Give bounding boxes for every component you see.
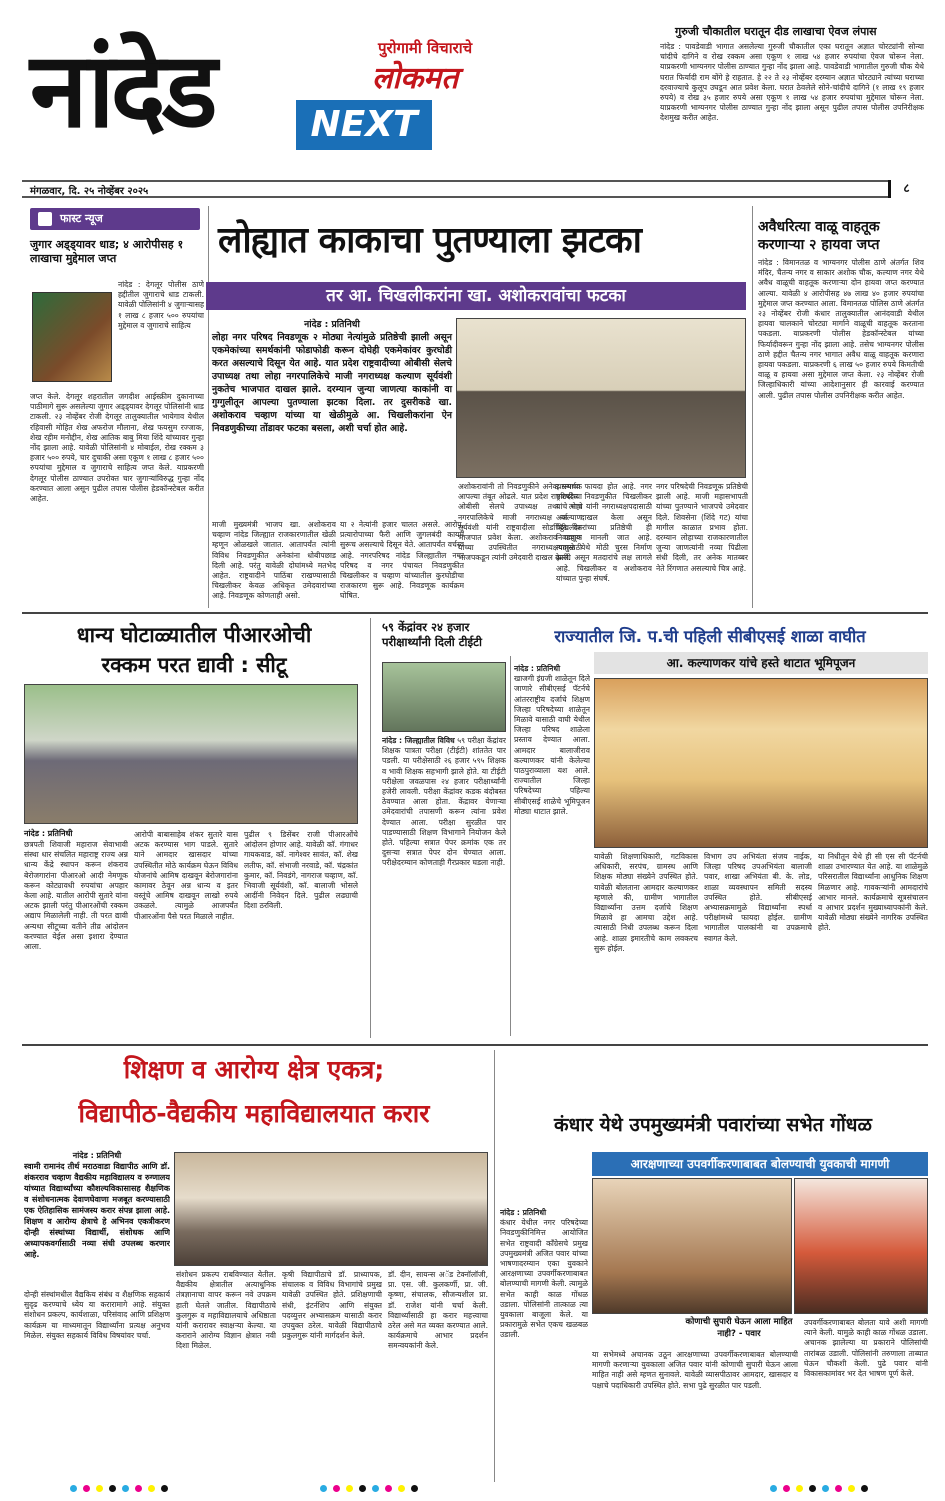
lead-col-2: या २ नेत्यांनी हजार चालत असले. आरोप, प्रत्यारोपाच्या फैरी आणि जुगलबंदी कायम सुरूच असल्याचे दिसून येते. आतापर्यंत वर्चस्व आहे. नगरपरिषद नांदेड जिल्ह्यातील नगर परिषद व नगर पंचायत निवडणुकीत चिखलीकर व चव्हाण यांच्यातील कुरघोडीचा राजकारण सुरू आहे. निवडणूक कार्यक्रम घोषित. [340, 520, 464, 601]
print-registration-marks-right [770, 1485, 868, 1492]
cbse-col-4: या निधीतून येथे ही सी एस सी पॅटर्नची शाळा उभारण्यात येत आहे. या शाळेमुळे परिसरातील विद्यार्थ्यांना आधुनिक शिक्षण मिळणार आहे. गावकऱ्यांनी आमदारांचे आभार मानले. कार्यक्रमाचे सूत्रसंचालन व आभार प्रदर्शन मुख्याध्यापकांनी केले. यावेळी मोठ्या संख्येने नागरिक उपस्थित होते. [818, 852, 928, 933]
lead-photo [456, 318, 746, 478]
page-number: ८ [888, 180, 922, 198]
lead-col-3: अशोकरावांनी तो निवडणुकीने अनेक समर्थक आपल्या तंबूत ओढले. यात प्रदेश राष्ट्रवादीच्या ओबीसी सेलचे उपाध्यक्ष तथा लोहा नगरपालिकेचे माजी नगराध्यक्ष कल्याण सूर्यवंशी यांनी राष्ट्रवादीला सोडचिठ्ठी देत भाजपात प्रवेश केला. अशोकराव चव्हाण यांच्या उपस्थितीत नगराध्यक्षपदासाठी भाजपकडून त्यांनी उमेदवारी दाखल केली. [458, 482, 582, 563]
paddy-photo [24, 684, 358, 824]
masthead-next-logo: NEXT [296, 100, 432, 150]
edu-col-3: कृषी विद्यापीठाचे डॉ. प्राध्यापक, संचालक व विविध विभागांचे प्रमुख यावेळी उपस्थित होते. प्रशिक्षणाची संधी, इंटर्नशिप आणि संयुक्त पदव्युत्तर अभ्यासक्रम यासाठी करार उपयुक्त ठरेल. यावेळी विद्यापीठाचे प्रकुलगुरू यांनी मार्गदर्शन केले. [282, 1270, 382, 1341]
edu-dateline: नांदेड : प्रतिनिधी [72, 1151, 122, 1160]
cbse-col-2: यावेळी शिक्षणाधिकारी, गटविकास अधिकारी, सरपंच, ग्रामस्थ आणि शिक्षक मोठ्या संख्येने उपस्थित होते. यावेळी बोलताना आमदार कल्याणकर म्हणाले की, ग्रामीण भागातील विद्यार्थ्यांना उत्तम दर्जाचे शिक्षण मिळावे हा आमचा उद्देश आहे. त्यासाठी निधी उपलब्ध करून दिला आहे. शाळा इमारतीचे काम लवकरच सुरू होईल. [594, 852, 698, 953]
kandhar-col-1-text: कंधार येथील नगर परिषदेच्या निवडणुकीनिमित्त आयोजित सभेत राष्ट्रवादी काँग्रेसचे प्रमुख उपमुख्यमंत्री अजित पवार यांच्या भाषणादरम्यान एका युवकाने आरक्षणाच्या उपवर्गीकरणाबाबत बोलण्याची मागणी केली. त्यामुळे सभेत काही काळ गोंधळ उडाला. पोलिसांनी तात्काळ त्या युवकाला बाजूला केले. या प्रकारामुळे सभेत एकच खळबळ उडाली. [500, 1218, 588, 1340]
fast-news-badge [30, 208, 200, 230]
edu-col-2: संशोधन प्रकल्प राबविण्यात येतील. वैद्यकीय क्षेत्रातील अत्याधुनिक तंत्रज्ञानाचा वापर करून नवे उपक्रम हाती घेतले जातील. विद्यापीठाचे कुलगुरू व महाविद्यालयाचे अधिष्ठाता यांनी करारावर स्वाक्षऱ्या केल्या. या कराराने आरोग्य विज्ञान क्षेत्रात नवी दिशा मिळेल. [176, 1270, 276, 1351]
fast-news-body: जप्त केले. देगलूर शहरातील जगदीश आईस्क्रीम दुकानाच्या पाठीमागे सुरू असलेल्या जुगार अड्ड्यावर देगलूर पोलिसांनी धाड टाकली. २३ नोव्हेंबर रोजी देगलूर तालुक्यातील भायेगाव येथील रहिवासी मोहित शेख अफरोज मौलाना, शेख फयसुम रज्जाक, शेख रहीम मनोद्दीन, शेख आतिक बाबु मिया शिंदे यांच्यावर गुन्हा नोंद झाला आहे. यावेळी पोलिसांनी ४ मोबाईल, रोख रक्कम ३ हजार ५०० रुपये, चार दुचाकी असा एकूण १ लाख ८ हजार ५०० रुपयांचा मुद्देमाल व जुगाराचे साहित्य जप्त केले. याप्रकरणी देगलूर पोलीस ठाण्यात उपरोक्त चार जुगाऱ्यांविरुद्ध गुन्हा नोंद करण्यात आला असून पुढील तपास पोलीस हेडकॉन्स्टेबल करीत आहेत. [30, 392, 204, 504]
cbse-subheadline: आ. कल्याणकर यांचे हस्ते थाटात भूमिपूजन [594, 652, 928, 674]
edu-col-1: दोन्ही संस्थांमधील वैद्यकिय संबंध व शैक्षणिक सहकार्य सुदृढ करण्याचे ध्येय या करारामागे आहे. संयुक्त संशोधन प्रकल्प, कार्यशाळा, परिसंवाद आणि प्रशिक्षण कार्यक्रम या माध्यमातून विद्यार्थ्यांना प्रत्यक्ष अनुभव मिळेल. संयुक्त सहकार्य विविध विषयांवर चर्चा. [24, 1290, 170, 1340]
kandhar-headline: कंधार येथे उपमुख्यमंत्री पवारांच्या सभेत गोंधळ [554, 1114, 872, 1136]
lead-col-1: माजी मुख्यमंत्री भाजप खा. अशोकराव चव्हाण नांदेड जिल्ह्यात राजकारणातील खेळी म्हणून ओळखले जातात. आतापर्यंत त्यांनी विविध निवडणुकीत अनेकांना धोबीपछाड दिली आहे. परंतु यावेळी दोघांमध्ये मतभेद आहेत. राष्ट्रवादीने पाठिंबा राखण्यासाठी चिखलीकर केवळ अधिकृत उमेदवारांच्या आहे. निवडणूक कोणताही असो. [212, 520, 336, 601]
masthead-tagline: पुरोगामी विचाराचे [378, 39, 473, 57]
cbse-col-1 [514, 664, 590, 1036]
tet-headline: ५९ केंद्रांवर २४ हजार परीक्षार्थ्यांनी दिली टीईटी [382, 620, 482, 649]
tet-body-text: ५९ परीक्षा केंद्रांवर शिक्षक पात्रता परीक्षा (टीईटी) शांततेत पार पडली. या परीक्षेसाठी २६ हजार ५९५ शिक्षक व भावी शिक्षक सहभागी झाले होते. या टीईटी परीक्षेला जवळपास २४ हजार परीक्षार्थ्यांनी हजेरी लावली. परीक्षा केंद्रांवर कडक बंदोबस्त ठेवण्यात आला होता. केंद्रावर येणाऱ्या उमेदवारांची तपासणी करून त्यांना प्रवेश देण्यात आला. परीक्षा सुरळीत पार पाडण्यासाठी शिक्षण विभागाने नियोजन केले होते. पहिल्या सत्रात पेपर क्रमांक एक तर दुसऱ्या सत्रात पेपर दोन घेण्यात आला. परीक्षेदरम्यान कोणताही गैरप्रकार घडला नाही. [382, 736, 506, 868]
kandhar-dateline: नांदेड : प्रतिनिधी [500, 1208, 547, 1217]
edu-headline-line-1: शिक्षण व आरोग्य क्षेत्र एकत्र; [123, 1055, 385, 1084]
edu-headline-line-2: विद्यापीठ-वैद्यकीय महाविद्यालयात करार [78, 1099, 430, 1128]
edition-date: मंगळवार, दि. २५ नोव्हेंबर २०२५ [30, 186, 149, 197]
kandhar-photo-speaker [794, 1178, 928, 1314]
fast-news-headline: जुगार अड्ड्यावर धाड; ४ आरोपीसह १ लाखाचा मुद्देमाल जप्त [30, 238, 184, 265]
paddy-col-2: आरोपी बाबासाहेब शंकर सुतारे यास अटक करण्यास भाग पाडले. सुतारे याने आमदार खासदार यांच्या उपस्थितीत मोठे कार्यक्रम घेऊन विविध योजनांचे आमिष दाखवून बेरोजगारांना कामावर ठेवून अन्न धान्य व इतर वस्तूंचे आमिष दाखवून लाखो रुपये उकळले. त्यामुळे आजपर्यंत पीआरओंना पैसे परत मिळाले नाहीत. [134, 830, 238, 921]
cbse-col-3: विभाग उप अभियंता संजय नाईक, जिल्हा परिषद उपअभियंता बालाजी पवार, शाखा अभियंता बी. के. लोड, शाळा व्यवस्थापन समिती सदस्य उपस्थित होते. सीबीएसई अभ्यासक्रमामुळे विद्यार्थ्यांना स्पर्धा परीक्षांमध्ये फायदा होईल. ग्रामीण भागातील पालकांनी या उपक्रमाचे स्वागत केले. [704, 852, 812, 943]
cbse-col-1-text: खाजगी इंग्रजी शाळेतून दिले जाणारे सीबीएसई पॅटर्नचे आंतरराष्ट्रीय दर्जाचे शिक्षण जिल्हा परिषदेच्या शाळेतून मिळावे यासाठी वाघी येथील जिल्हा परिषद शाळेला प्रस्ताव देण्यात आला. आमदार बालाजीराव कल्याणकर यांनी केलेल्या पाठपुराव्याला यश आले. राज्यातील जिल्हा परिषदेच्या पहिल्या सीबीएसई शाळेचे भूमिपूजन मोठ्या थाटात झाले. [514, 674, 590, 816]
paddy-headline [24, 620, 364, 680]
fast-news-photo [32, 292, 112, 382]
lead-headline: लोह्यात काकाचा पुतण्याला झटका [218, 220, 641, 261]
paddy-headline-line-2: रक्कम परत द्यावी : सीटू [101, 653, 287, 677]
masthead-title: नांदेड [30, 29, 214, 151]
kandhar-col-2: या सभेमध्ये अचानक उठून आरक्षणाच्या उपवर्गीकरणाबाबत बोलण्याची मागणी करणाऱ्या युवकाला अजित पवार यांनी कोणाची सुपारी घेऊन आला माहित नाही असे म्हणत सुनावले. यावेळी व्यासपीठावर आमदार, खासदार व पक्षाचे पदाधिकारी उपस्थित होते. सभा पुढे सुरळीत पार पडली. [592, 1350, 798, 1390]
tet-body [382, 736, 506, 1036]
kandhar-col-1 [500, 1208, 588, 1482]
sand-headline: अवैधरित्या वाळू वाहतूक करणाऱ्या २ हायवा जप्त [758, 219, 880, 253]
tet-photo [382, 662, 506, 732]
edu-lead-text: स्वामी रामानंद तीर्थ मराठवाडा विद्यापीठ आणि डॉ. शंकरराव चव्हाण वैद्यकीय महाविद्यालय व रुग्णालय यांच्यात विद्यार्थ्यांच्या कौशल्यविकासासह शैक्षणिक व संशोधनात्मक देवाणघेवाणा मजबूत करण्यासाठी एक ऐतिहासिक सामंजस्य करार संपन्न झाला आहे. शिक्षण व आरोग्य क्षेत्राचे हे अभिनव एकत्रीकरण दोन्ही संस्थांच्या विद्यार्थी, संशोधक आणि अध्यापकवर्गासाठी नव्या संधी उपलब्ध करणार आहे. [24, 1162, 170, 1259]
lead-dateline-inline: नांदेड : प्रतिनिधी [304, 319, 360, 330]
lead-col-4: झाल्याचा फायदा होत आहे. नगर परिषदेत निवडणुकीत चिखलीकर यांचे भाचे यांनी नगराध्यक्षपदासाठी अर्ज दाखल केला असून चिखलीकरांच्या प्रतिष्ठेची ही निवडणूक मानली जात आहे. त्यामुळे येथे मोठी चुरस निर्माण झाली असून मतदारांचे लक्ष लागले आहे. चिखलीकर व अशोकराव यांच्यात पुन्हा संघर्ष. [556, 482, 652, 583]
lead-col-5: नगर परिषदेची निवडणूक प्रतिष्ठेची झाली आहे. माजी महासभापती यांच्या पुतण्याने भाजपचे उमेदवार दिले. शिवसेना (शिंदे गट) यांचा मागील काळात प्रभाव होता. दरम्यान लोहाच्या राजकारणातील जुन्या जाणत्यांनी नव्या पिढीला संधी दिली, तर अनेक मातब्बर नेते रिंगणात असल्याचे चित्र आहे. [656, 482, 748, 573]
lead-intro-text: लोहा नगर परिषद निवडणूक २ मोठ्या नेत्यांमुळे प्रतिष्ठेची झाली असून एकमेकांच्या समर्थकांनी फोडाफोडी करून दोघेही एकमेकांवर कुरघोडी करत असल्याचे दिसून येत आहे. यात प्रदेश राष्ट्रवादीच्या ओबीसी सेलचे उपाध्यक्ष तथा लोहा नगरपालिकेचे माजी नगराध्यक्ष कल्याण सूर्यवंशी नुकतेच भाजपात दाखल झाले. दरम्यान जुन्या जाणत्या काकांनी वा गुग्गुलीतून आपल्या पुतण्याला झटका दिला. तर दुसरीकडे खा. अशोकराव चव्हाण यांच्या या खेळीमुळे आ. चिखलीकरांना ऐन निवडणुकीच्या तोंडावर फटका बसला, अशी चर्चा होत आहे. [212, 332, 452, 434]
lead-intro [212, 318, 452, 435]
tet-dateline: नांदेड : जिल्ह्यातील विविध [382, 736, 455, 745]
kandhar-quote: कोणाची सुपारी घेऊन आला माहित नाही? - पवार [685, 1317, 793, 1339]
lead-subheadline: तर आ. चिखलीकरांना खा. अशोकरावांचा फटका [206, 282, 746, 310]
cbse-photo [594, 678, 928, 848]
cbse-dateline: नांदेड : प्रतिनिधी [514, 664, 561, 673]
date-bar [22, 180, 922, 198]
edu-photo [174, 1152, 488, 1266]
print-registration-marks-left [70, 1485, 168, 1492]
kandhar-subheadline: आरक्षणाच्या उपवर्गीकरणाबाबत बोलण्याची युवकाची मागणी [592, 1152, 928, 1176]
kandhar-photo-crowd [592, 1178, 792, 1314]
print-registration-marks-center [320, 1485, 418, 1492]
sand-body: नांदेड : विमानतळ व भाग्यनगर पोलीस ठाणे अंतर्गत शिव मंदिर, चैतन्य नगर व साकार अशोक चौक, कल्याण नगर येथे अवैध वाळूची वाहतूक करणाऱ्या दोन हायवा जप्त करण्यात आल्या. यावेळी ४ आरोपीसह ४७ लाख ४० हजार रुपयांचा मुद्देमाल जप्त करण्यात आला. विमानतळ पोलिस ठाणे अंतर्गत २३ नोव्हेंबर रोजी कंधार तालुक्यातील आनंदवाडी येथील हायवा चालकाने चोरट्या मार्गाने वाळूची वाहतूक करताना पकडला. याप्रकरणी पोलीस हेडकॉन्स्टेबल यांच्या फिर्यादीवरून गुन्हा नोंद झाला आहे. तसेच भाग्यनगर पोलीस ठाणे हद्दीत चैतन्य नगर भागात अवैध वाळू वाहतूक करणारा हायवा पकडला. याप्रकरणी ६ लाख ५० हजार रुपये किमतीची वाळू व हायवा असा मुद्देमाल जप्त केला. २३ नोव्हेंबर रोजी जिल्हाधिकारी यांच्या आदेशानुसार ही कारवाई करण्यात आली. पुढील तपास पोलीस उपनिरीक्षक करीत आहेत. [758, 258, 924, 400]
fast-news-icon [38, 212, 52, 226]
kandhar-col-3: उपवर्गीकरणाबाबत बोलता यावे अशी मागणी त्याने केली. यामुळे काही काळ गोंधळ उडाला. अचानक झालेल्या या प्रकाराने पोलिसांची तारांबळ उडाली. पोलिसांनी तरुणाला ताब्यात घेऊन चौकशी केली. पुढे पवार यांनी विकासकामांवर भर देत भाषण पूर्ण केले. [804, 1318, 928, 1379]
paddy-col-1: छत्रपती शिवाजी महाराज सेवाभावी संस्था धार संचलित महाराष्ट्र राज्य अन्न धान्य केंद्रे स्थापन करून शंकराव बेरोजगारांना पीआरओ आदी नेमणूक करून कोट्यावधी रुपयांचा अपहार केला आहे. यातील आरोपी सुतारे यांना अटक झाली परंतु पीआरओंची रक्कम अद्याप मिळालेली नाही. ती परत द्यावी अन्यथा सीटूच्या वतीने तीव्र आंदोलन करण्यात येईल असा इशारा देण्यात आला. [24, 840, 128, 952]
fast-news-label: फास्ट न्यूज [60, 212, 103, 225]
fast-news-body-top: नांदेड : देगलूर पोलीस ठाणे हद्दीतील जुगाराचे धाड टाकली. यावेळी पोलिसांनी ४ जुगाऱ्यासह १ लाख ८ हजार ५०० रुपयांचा मुद्देमाल व जुगाराचे साहित्य [118, 280, 204, 330]
brief-body: नांदेड : पावडेवाडी भागात असलेल्या गुरुजी चौकातील एका घरातून अज्ञात चोरट्यांनी सोन्या चांदीचे दागिने व रोख रक्कम असा एकूण १ लाख ५४ हजार रुपयांचा ऐवज चोरून नेला. याप्रकरणी भाग्यनगर पोलीस ठाण्यात गुन्हा नोंद झाला आहे. पावडेवाडी भागातील गुरुजी चौक येथे घरात फिर्यादी राम बोंगे हे राहतात. हे २२ ते २३ नोव्हेंबर दरम्यान अज्ञात चोरट्याने त्यांच्या घराच्या दरवाज्याचे कुलूप उघडून आत प्रवेश केला. घरात ठेवलेले सोने-चांदीचे दागिने (१ लाख १९ हजार रुपये) व रोख ३५ हजार रुपये असा एकूण १ लाख ५४ हजार रुपयांचा मुद्देमाल चोरून नेला. याप्रकरणी भाग्यनगर पोलीस ठाण्यात गुन्हा नोंद झाला असून पुढील तपास पोलीस उपनिरीक्षक देशमुख करीत आहेत. [660, 42, 924, 123]
paddy-headline-line-1: धान्य घोटाळ्यातील पीआरओची [76, 623, 312, 647]
brief-headline: गुरुजी चौकातील घरातून दीड लाखाचा ऐवज लंपास [675, 25, 877, 38]
paddy-dateline: नांदेड : प्रतिनिधी [24, 829, 73, 838]
edu-col-4: डॉ. दीन, सायन्स अॅड टेक्नॉलॉजी, प्रा. एस. जी. कुलकर्णी, प्रा. जी. कृष्णा, संचालक, सौजन्यशील प्रा. डॉ. राजेश यांनी चर्चा केली. विद्यार्थ्यांसाठी हा करार महत्त्वाचा ठरेल असे मत व्यक्त करण्यात आले. कार्यक्रमाचे आभार प्रदर्शन समन्वयकांनी केले. [388, 1270, 488, 1351]
paddy-col-3: पुढील ९ डिसेंबर राजी पीआरओंचे आंदोलन होणार आहे. यावेळी कॉ. गंगाधर गायकवाड, कॉ. नागेश्वर सावंत, कॉ. शेख लतीफ, कॉ. संभाजी नरवाडे, कॉ. चंद्रकांत कुमार, कॉ. निवडंगे, नागराज चव्हाण, कॉ. भिवाजी सूर्यवंशी, कॉ. बालाजी भोसले आदींनी निवेदन दिले. पुढील लढ्याची दिशा ठरविली. [244, 830, 358, 911]
masthead-paper-name: लोकमत [372, 61, 459, 96]
cbse-headline: राज्यातील जि. प.ची पहिली सीबीएसई शाळा वाघीत [554, 627, 866, 646]
edu-lead [24, 1150, 170, 1286]
